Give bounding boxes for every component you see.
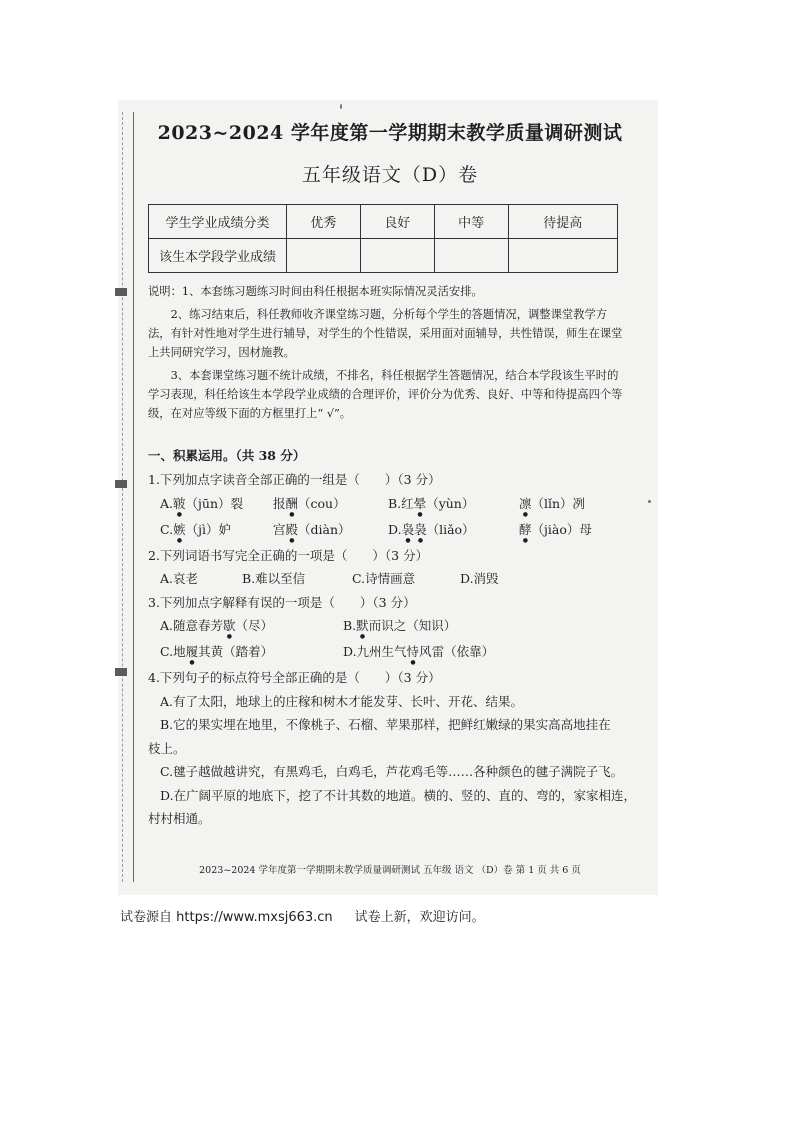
scan-speck <box>648 500 651 503</box>
question-3-stem: 3.下列加点字解释有误的一项是（ ）（3 分） <box>148 594 416 610</box>
page-footer: 2023~2024 学年度第一学期期末教学质量调研测试 五年级 语文 （D）卷 第 1 页 共 6 页 <box>199 865 581 876</box>
option: D.消毁 <box>460 571 499 586</box>
option: C.嫉（jì）妒 <box>160 521 231 537</box>
question-4-option-a: A.有了太阳，地球上的庄稼和树木才能发芽、长叶、开花、结果。 <box>160 693 524 709</box>
option: A.皲（jūn）裂 <box>160 495 244 511</box>
source-link[interactable]: https://www.mxsj663.cn <box>176 910 333 925</box>
option: D.九州生气恃风雷（依靠） <box>343 644 495 659</box>
option: 宫殿（diàn） <box>273 521 351 537</box>
question-4-option-c: C.毽子越做越讲究，有黑鸡毛，白鸡毛，芦花鸡毛等……各种颜色的毽子满院子飞。 <box>160 764 624 779</box>
exam-subtitle: 五年级语文（D）卷 <box>301 164 479 186</box>
question-4-option-b: B.它的果实埋在地里，不像桃子、石榴、苹果那样，把鲜红嫩绿的果实高高地挂在 <box>160 717 611 732</box>
grade-checkbox-cell[interactable] <box>508 239 617 273</box>
note-1: 说明：1、本套练习题练习时间由科任根据本班实际情况灵活安排。 <box>148 285 483 298</box>
table-cell: 中等 <box>434 205 508 239</box>
grade-table <box>148 204 618 273</box>
source-line <box>120 906 485 925</box>
section-heading: 一、积累运用。（共 38 分） <box>148 448 306 463</box>
note-3: 3、本套课堂练习题不统计成绩，不排名，科任根据学生答题情况，结合本学段该生平时的学习表现，科任给该生本学段学业成绩的合理评价，评价分为优秀、良好、中等和待提高四个等级，在对应等级下面的方框里打上“ √”。 <box>148 369 623 420</box>
table-cell: 良好 <box>360 205 434 239</box>
option: A.随意春芳歇（尽） <box>160 618 274 633</box>
option: 凛（lǐn）冽 <box>519 495 586 511</box>
option: C.诗情画意 <box>352 571 416 586</box>
option: B.默而识之（知识） <box>343 618 457 633</box>
table-cell: 优秀 <box>287 205 361 239</box>
binding-mark <box>115 288 127 296</box>
option: B.红晕（yùn） <box>388 495 475 511</box>
question-4-stem: 4.下列句子的标点符号全部正确的是（ ）（3 分） <box>148 670 441 685</box>
option: B.难以至信 <box>242 571 306 586</box>
grade-checkbox-cell[interactable] <box>434 239 508 273</box>
question-4-option-d-cont: 村村相通。 <box>148 811 211 826</box>
question-3-options-row <box>160 614 648 640</box>
table-row <box>149 205 618 239</box>
question-1-options-row <box>160 518 648 544</box>
question-1-options-row <box>160 492 648 518</box>
exam-title: 2023~2024 学年度第一学期期末教学质量调研测试 <box>157 122 623 144</box>
question-2-stem: 2.下列词语书写完全正确的一项是（ ）（3 分） <box>148 547 429 563</box>
table-row <box>149 239 618 273</box>
source-prefix: 试卷源自 <box>120 910 173 925</box>
question-4-option-d: D.在广阔平原的地底下，挖了不计其数的地道。横的、竖的、直的、弯的，家家相连， <box>160 787 637 803</box>
binding-mark <box>115 480 127 488</box>
question-3-options-row <box>160 640 648 666</box>
table-cell: 待提高 <box>508 205 617 239</box>
source-suffix: 试卷上新，欢迎访问。 <box>354 910 485 925</box>
option: D.袅袅（liǎo） <box>388 521 475 537</box>
option: C.地履其黄（踏着） <box>160 644 274 659</box>
question-2-options-row <box>160 567 648 591</box>
binding-dashed-line <box>122 112 124 882</box>
question-1-stem: 1.下列加点字读音全部正确的一组是（ ）（3 分） <box>148 472 441 487</box>
table-cell: 学生学业成绩分类 <box>149 205 287 239</box>
binding-mark <box>115 668 127 676</box>
scan-speck <box>340 104 342 109</box>
option: 酵（jiào）母 <box>519 521 592 537</box>
grade-checkbox-cell[interactable] <box>287 239 361 273</box>
option: 报酬（cou） <box>273 495 346 511</box>
instructions <box>148 282 626 427</box>
note-2: 2、练习结束后，科任教师收齐课堂练习题，分析每个学生的答题情况，调整课堂教学方法，有针对性地对学生进行辅导，对学生的个性错误，采用面对面辅导，共性错误，师生在课堂上共同研究学习，因材施教。 <box>148 308 623 359</box>
grade-checkbox-cell[interactable] <box>360 239 434 273</box>
questions <box>148 468 648 831</box>
option: A.哀老 <box>160 571 199 586</box>
binding-solid-line <box>133 112 134 882</box>
question-4-option-b-cont: 枝上。 <box>148 740 186 756</box>
table-cell: 该生本学段学业成绩 <box>149 239 287 273</box>
